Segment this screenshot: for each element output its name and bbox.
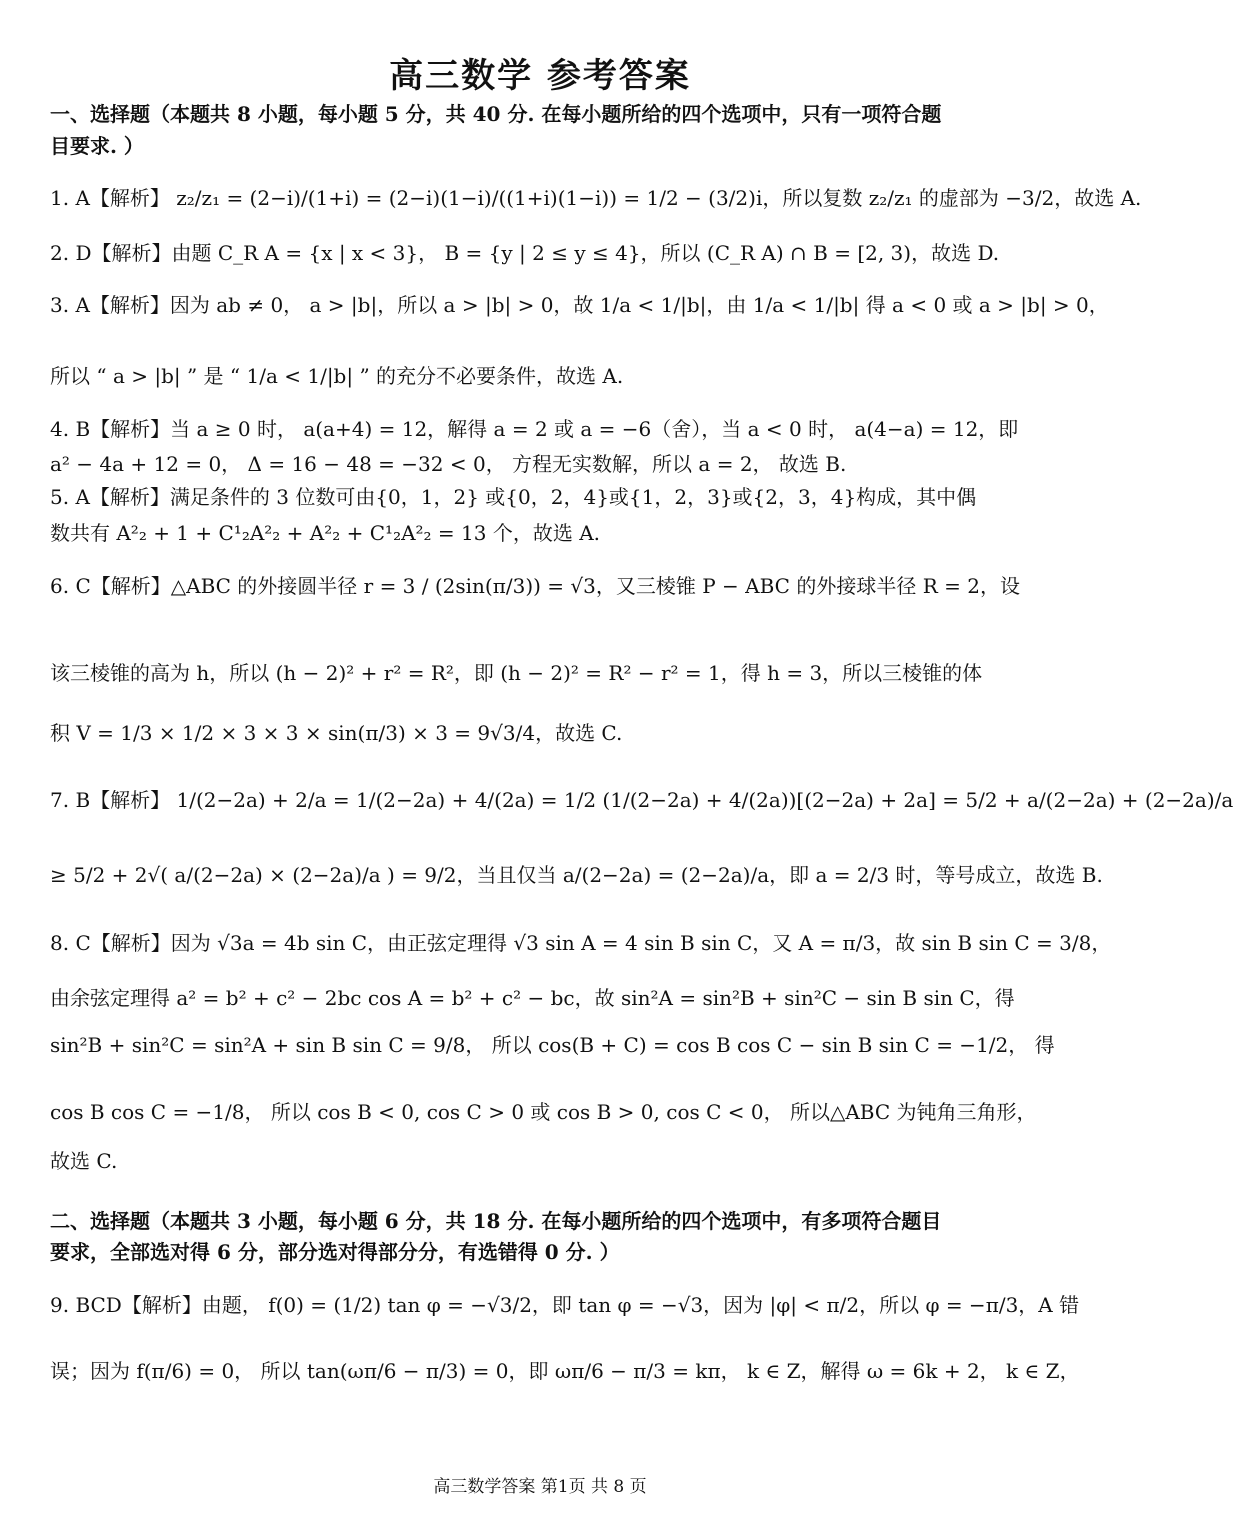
question-9-line-1: 9. BCD【解析】由题， f(0) = (1/2) tan φ = −√3/2，即 tan φ = −√3，因为 |φ| < π/2，所以 φ = −π/3，A 错	[50, 1293, 1080, 1317]
question-6-line-3: 积 V = 1/3 × 1/2 × 3 × 3 × sin(π/3) × 3 = 9√3/4，故选 C.	[50, 721, 623, 745]
question-8-line-5: 故选 C.	[50, 1149, 118, 1173]
question-8-line-4: cos B cos C = −1/8， 所以 cos B < 0, cos C > 0 或 cos B > 0, cos C < 0， 所以△ABC 为钝角三角形，	[50, 1100, 1037, 1124]
question-7-line-1: 7. B【解析】 1/(2−2a) + 2/a = 1/(2−2a) + 4/(2a) = 1/2 (1/(2−2a) + 4/(2a))[(2−2a) + 2a] = 5/2 + a/(2−2a) + (2−2a)/a	[50, 788, 1233, 812]
question-2: 2. D【解析】由题 C_R A = {x | x < 3}， B = {y | 2 ≤ y ≤ 4}，所以 (C_R A) ∩ B = [2, 3)，故选 D.	[50, 241, 1000, 265]
page-footer: 高三数学答案 第1页 共 8 页	[433, 1477, 647, 1497]
question-5-line-1: 5. A【解析】满足条件的 3 位数可由{0，1，2} 或{0，2，4}或{1，2，3}或{2，3，4}构成，其中偶	[50, 485, 977, 509]
question-5-line-2: 数共有 A²₂ + 1 + C¹₂A²₂ + A²₂ + C¹₂A²₂ = 13 个，故选 A.	[50, 521, 600, 545]
section-1-heading-line-1: 一、选择题（本题共 8 小题，每小题 5 分，共 40 分. 在每小题所给的四个选项中，只有一项符合题	[50, 102, 942, 126]
question-3-line-1: 3. A【解析】因为 ab ≠ 0， a > |b|，所以 a > |b| > 0，故 1/a < 1/|b|，由 1/a < 1/|b| 得 a < 0 或 a > |b| > 0，	[50, 293, 1109, 317]
section-1-heading-line-2: 目要求. ）	[50, 134, 144, 158]
question-1: 1. A【解析】 z₂/z₁ = (2−i)/(1+i) = (2−i)(1−i)/((1+i)(1−i)) = 1/2 − (3/2)i，所以复数 z₂/z₁ 的虚部为 −3/2，故选 A.	[50, 186, 1142, 210]
section-2-heading-line-2: 要求，全部选对得 6 分，部分选对得部分分，有选错得 0 分. ）	[50, 1240, 620, 1264]
question-9-line-2: 误；因为 f(π/6) = 0， 所以 tan(ωπ/6 − π/3) = 0，即 ωπ/6 − π/3 = kπ， k ∈ Z，解得 ω = 6k + 2， k ∈ Z，	[50, 1359, 1080, 1383]
question-8-line-2: 由余弦定理得 a² = b² + c² − 2bc cos A = b² + c² − bc，故 sin²A = sin²B + sin²C − sin B sin C，得	[50, 986, 1015, 1010]
question-6-line-2: 该三棱锥的高为 h，所以 (h − 2)² + r² = R²，即 (h − 2)² = R² − r² = 1，得 h = 3，所以三棱锥的体	[50, 661, 983, 685]
question-4-line-1: 4. B【解析】当 a ≥ 0 时， a(a+4) = 12，解得 a = 2 或 a = −6（舍），当 a < 0 时， a(4−a) = 12，即	[50, 417, 1019, 441]
section-2-heading-line-1: 二、选择题（本题共 3 小题，每小题 6 分，共 18 分. 在每小题所给的四个选项中，有多项符合题目	[50, 1209, 942, 1233]
question-6-line-1: 6. C【解析】△ABC 的外接圆半径 r = 3 / (2sin(π/3)) = √3，又三棱锥 P − ABC 的外接球半径 R = 2，设	[50, 574, 1020, 598]
question-8-line-3: sin²B + sin²C = sin²A + sin B sin C = 9/8， 所以 cos(B + C) = cos B cos C − sin B sin C = −1/2， 得	[50, 1033, 1055, 1057]
page-title: 高三数学 参考答案	[389, 56, 691, 96]
question-3-line-2: 所以 “ a > |b| ” 是 “ 1/a < 1/|b| ” 的充分不必要条件，故选 A.	[50, 364, 624, 388]
question-4-line-2: a² − 4a + 12 = 0， Δ = 16 − 48 = −32 < 0， 方程无实数解，所以 a = 2， 故选 B.	[50, 452, 847, 476]
question-7-line-2: ≥ 5/2 + 2√( a/(2−2a) × (2−2a)/a ) = 9/2，当且仅当 a/(2−2a) = (2−2a)/a，即 a = 2/3 时，等号成立，故选 B.	[50, 863, 1103, 887]
question-8-line-1: 8. C【解析】因为 √3a = 4b sin C，由正弦定理得 √3 sin A = 4 sin B sin C，又 A = π/3，故 sin B sin C = 3/8，	[50, 931, 1112, 955]
